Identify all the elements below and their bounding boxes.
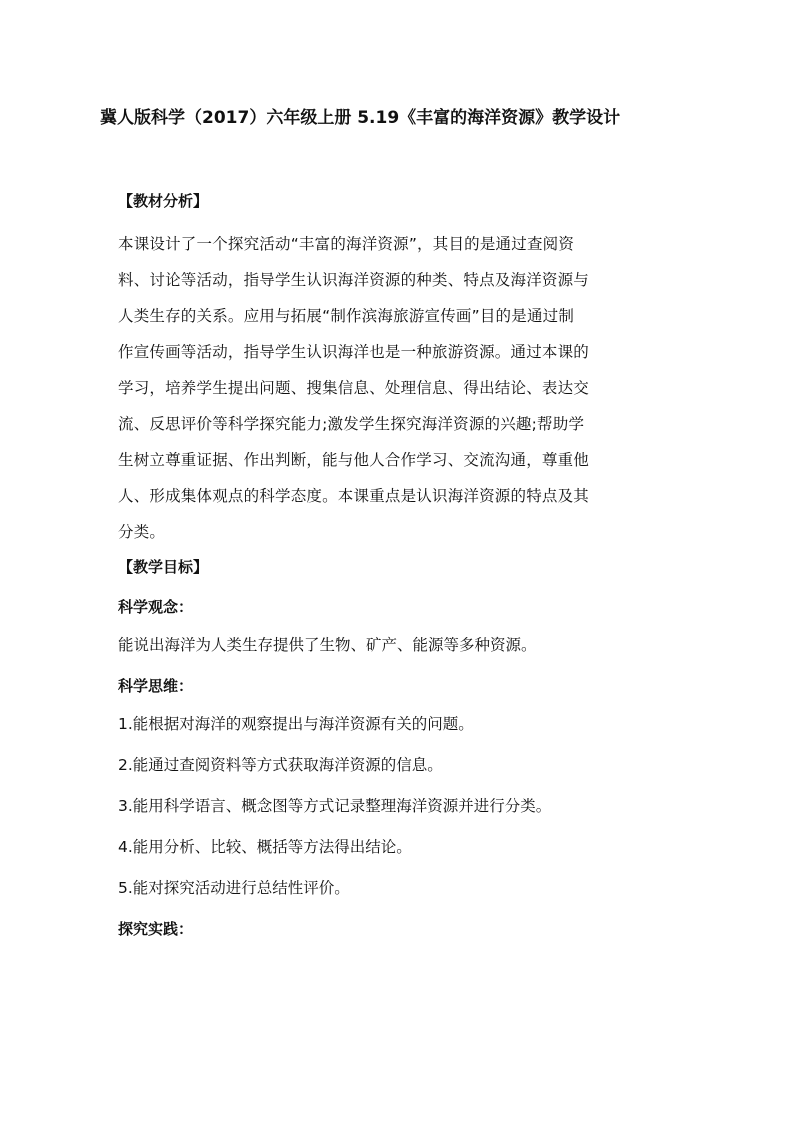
section-heading-teaching-objectives: 【教学目标】 — [118, 558, 209, 576]
paragraph-line: 人类生存的关系。应用与拓展“制作滨海旅游宣传画”目的是通过制 — [118, 307, 575, 325]
thinking-item: 5.能对探究活动进行总结性评价。 — [118, 879, 350, 897]
paragraph-line: 学习，培养学生提出问题、搜集信息、处理信息、得出结论、表达交 — [118, 379, 590, 397]
paragraph-line: 生树立尊重证据、作出判断，能与他人合作学习、交流沟通，尊重他 — [118, 451, 590, 469]
science-thinking-label: 科学思维： — [118, 677, 194, 695]
thinking-item: 1.能根据对海洋的观察提出与海洋资源有关的问题。 — [118, 715, 474, 733]
paragraph-line: 本课设计了一个探究活动“丰富的海洋资源”，其目的是通过查阅资 — [118, 235, 575, 253]
paragraph-line: 人、形成集体观点的科学态度。本课重点是认识海洋资源的特点及其 — [118, 487, 590, 505]
section-heading-textbook-analysis: 【教材分析】 — [118, 192, 209, 210]
paragraph-line: 分类。 — [118, 523, 166, 541]
textbook-analysis-paragraph — [118, 226, 688, 550]
paragraph-line: 作宣传画等活动，指导学生认识海洋也是一种旅游资源。通过本课的 — [118, 343, 590, 361]
document-body — [118, 186, 688, 952]
science-concept-label: 科学观念： — [118, 598, 194, 616]
inquiry-practice-label: 探究实践： — [118, 920, 194, 938]
document-title: 冀人版科学（2017）六年级上册 5.19《丰富的海洋资源》教学设计 — [100, 108, 621, 128]
science-concept-text: 能说出海洋为人类生存提供了生物、矿产、能源等多种资源。 — [118, 636, 537, 654]
thinking-item: 2.能通过查阅资料等方式获取海洋资源的信息。 — [118, 756, 443, 774]
paragraph-line: 流、反思评价等科学探究能力;激发学生探究海洋资源的兴趣;帮助学 — [118, 415, 585, 433]
thinking-item: 3.能用科学语言、概念图等方式记录整理海洋资源并进行分类。 — [118, 797, 552, 815]
paragraph-line: 料、讨论等活动，指导学生认识海洋资源的种类、特点及海洋资源与 — [118, 271, 590, 289]
thinking-item: 4.能用分析、比较、概括等方法得出结论。 — [118, 838, 412, 856]
